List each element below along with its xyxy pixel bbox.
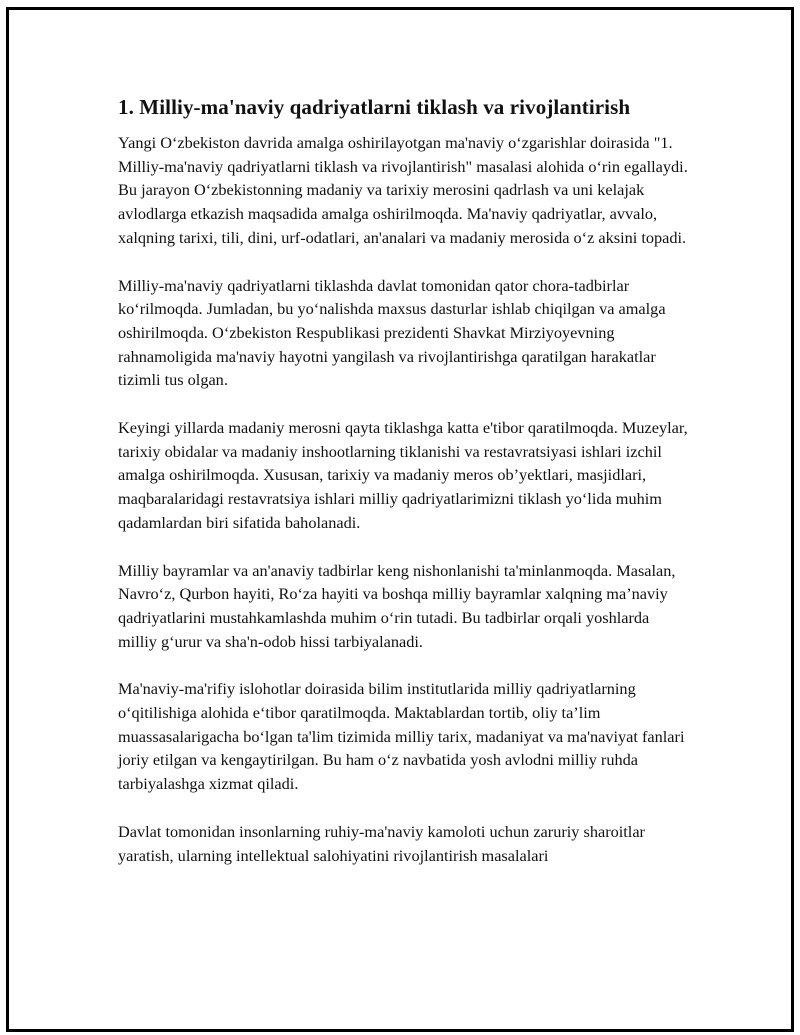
paragraph-1: Yangi O‘zbekiston davrida amalga oshirilayotgan ma'naviy o‘zgarishlar doirasida "1. Milliy-ma'naviy qadriyatlarni tiklash va rivojlantirish" masalasi alohida o‘rin egallaydi. Bu jarayon O‘zbekistonning madaniy va tarixiy merosini qadrlash va uni kelajak avlodlarga etkazish maqsadida amalga oshirilmoqda. Ma'naviy qadriyatlar, avvalo, xalqning tarixi, tili, dini, urf-odatlari, an'analari va madaniy merosida o‘z aksini topadi. bbox=[118, 133, 688, 247]
section-heading: 1. Milliy-ma'naviy qadriyatlarni tiklash va rivojlantirish bbox=[118, 95, 631, 119]
paragraph-6: Davlat tomonidan insonlarning ruhiy-ma'naviy kamoloti uchun zaruriy sharoitlar yaratish, ularning intellektual salohiyatini rivojlantirish masalalari bbox=[118, 821, 645, 865]
document-body bbox=[118, 93, 688, 891]
paragraph-4: Milliy bayramlar va an'anaviy tadbirlar keng nishonlanishi ta'minlanmoqda. Masalan, Navro‘z, Qurbon hayiti, Ro‘za hayiti va boshqa milliy bayramlar xalqning ma’naviy qadriyatlarini mustahkamlashda muhim o‘rin tutadi. Bu tadbirlar orqali yoshlarda milliy g‘urur va sha'n-odob hissi tarbiyalanadi. bbox=[118, 560, 676, 651]
paragraph-2: Milliy-ma'naviy qadriyatlarni tiklashda davlat tomonidan qator chora-tadbirlar ko‘rilmoqda. Jumladan, bu yo‘nalishda maxsus dasturlar ishlab chiqilgan va amalga oshirilmoqda. O‘zbekiston Respublikasi prezidenti Shavkat Mirziyoyevning rahnamoligida ma'naviy hayotni yangilash va rivojlantirishga qaratilgan harakatlar tizimli tus olgan. bbox=[118, 275, 666, 390]
paragraph-3: Keyingi yillarda madaniy merosni qayta tiklashga katta e'tibor qaratilmoqda. Muzeylar, tarixiy obidalar va madaniy inshootlarning tiklanishi va restavratsiyasi ishlari izchil amalga oshirilmoqda. Xususan, tarixiy va madaniy meros ob’yektlari, masjidlari, maqbaralaridagi restavratsiya ishlari milliy qadriyatlarimizni tiklash yo‘lida muhim qadamlardan biri sifatida baholanadi. bbox=[118, 418, 688, 532]
paragraph-5: Ma'naviy-ma'rifiy islohotlar doirasida bilim institutlarida milliy qadriyatlarning o‘qitilishiga alohida e‘tibor qaratilmoqda. Maktablardan tortib, oliy ta’lim muassasalarigacha bo‘lgan ta'lim tizimida milliy tarix, madaniyat va ma'naviyat fanlari joriy etilgan va kengaytirilgan. Bu ham o‘z navbatida yosh avlodni milliy ruhda tarbiyalashga xizmat qiladi. bbox=[118, 679, 685, 794]
